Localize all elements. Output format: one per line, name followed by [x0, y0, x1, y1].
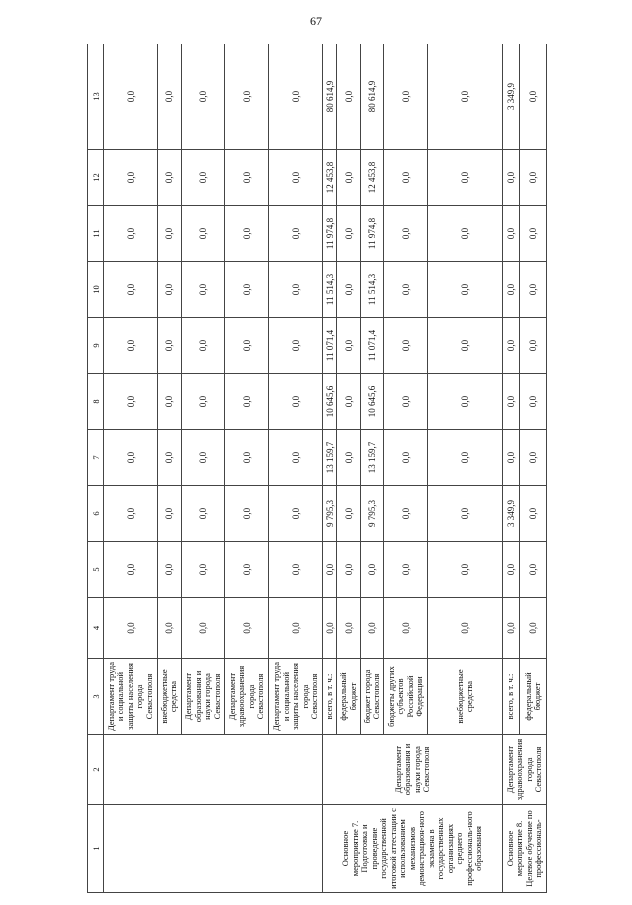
value-cell: 0,0 — [225, 374, 269, 430]
value-cell: 0,0 — [269, 430, 323, 486]
funding-source-cell: всего, в т. ч.: — [503, 659, 520, 735]
value-cell: 0,0 — [225, 318, 269, 374]
value-cell: 10 645,6 — [360, 374, 384, 430]
value-cell: 11 071,4 — [360, 318, 384, 374]
value-cell: 0,0 — [337, 430, 361, 486]
header-cell: 3 — [88, 659, 104, 735]
header-cell: 4 — [88, 598, 104, 659]
value-cell: 0,0 — [520, 44, 547, 150]
header-cell: 7 — [88, 430, 104, 486]
value-cell: 0,0 — [269, 598, 323, 659]
value-cell: 0,0 — [337, 374, 361, 430]
value-cell: 0,0 — [337, 598, 361, 659]
value-cell: 0,0 — [269, 262, 323, 318]
value-cell: 0,0 — [181, 598, 225, 659]
value-cell: 0,0 — [428, 430, 503, 486]
value-cell: 13 159,7 — [360, 430, 384, 486]
value-cell: 0,0 — [337, 206, 361, 262]
value-cell: 0,0 — [337, 318, 361, 374]
value-cell: 9 795,3 — [323, 486, 337, 542]
header-cell: 5 — [88, 542, 104, 598]
funding-source-cell: Департамент образования и науки города Севастополя — [181, 659, 225, 735]
value-cell: 0,0 — [181, 206, 225, 262]
value-cell: 0,0 — [269, 150, 323, 206]
value-cell: 0,0 — [269, 206, 323, 262]
value-cell: 0,0 — [158, 44, 182, 150]
value-cell: 0,0 — [269, 44, 323, 150]
value-cell: 0,0 — [225, 262, 269, 318]
value-cell: 11 974,8 — [360, 206, 384, 262]
measure-name-cell: Основное мероприятие 8. Целевое обучение по профессиональ- — [503, 805, 547, 893]
table-body — [88, 44, 547, 893]
value-cell: 0,0 — [104, 150, 158, 206]
value-cell: 0,0 — [225, 150, 269, 206]
value-cell: 0,0 — [158, 374, 182, 430]
value-cell: 0,0 — [520, 486, 547, 542]
header-row — [88, 44, 104, 893]
value-cell: 0,0 — [503, 262, 520, 318]
header-cell: 1 — [88, 805, 104, 893]
budget-table — [87, 44, 547, 893]
header-cell: 6 — [88, 486, 104, 542]
value-cell: 0,0 — [158, 150, 182, 206]
executor-cell: Департамент здравоохранения города Севастополя — [503, 735, 547, 805]
value-cell: 0,0 — [503, 206, 520, 262]
value-cell: 0,0 — [269, 486, 323, 542]
value-cell: 0,0 — [428, 44, 503, 150]
value-cell: 0,0 — [503, 318, 520, 374]
rotated-table-wrapper — [87, 44, 547, 893]
funding-source-cell: Департамент здравоохранения города Севастополя — [225, 659, 269, 735]
funding-source-cell: бюджеты других субъектов Российской Федерации — [384, 659, 428, 735]
value-cell: 0,0 — [104, 430, 158, 486]
value-cell: 0,0 — [428, 374, 503, 430]
value-cell: 0,0 — [225, 542, 269, 598]
value-cell: 0,0 — [428, 150, 503, 206]
value-cell: 0,0 — [181, 374, 225, 430]
header-cell: 11 — [88, 206, 104, 262]
value-cell: 0,0 — [181, 542, 225, 598]
value-cell: 0,0 — [428, 542, 503, 598]
value-cell: 0,0 — [104, 374, 158, 430]
value-cell: 0,0 — [520, 598, 547, 659]
value-cell: 0,0 — [323, 598, 337, 659]
value-cell: 12 453,8 — [323, 150, 337, 206]
value-cell: 0,0 — [384, 206, 428, 262]
value-cell: 0,0 — [503, 430, 520, 486]
value-cell: 11 514,3 — [323, 262, 337, 318]
value-cell: 80 614,9 — [323, 44, 337, 150]
table-row — [323, 44, 337, 893]
header-cell: 10 — [88, 262, 104, 318]
value-cell: 0,0 — [384, 598, 428, 659]
value-cell: 0,0 — [520, 262, 547, 318]
value-cell: 0,0 — [104, 206, 158, 262]
value-cell: 0,0 — [181, 318, 225, 374]
value-cell: 0,0 — [104, 542, 158, 598]
value-cell: 0,0 — [520, 150, 547, 206]
value-cell: 9 795,3 — [360, 486, 384, 542]
value-cell: 0,0 — [181, 486, 225, 542]
value-cell: 10 645,6 — [323, 374, 337, 430]
value-cell: 0,0 — [158, 262, 182, 318]
value-cell: 0,0 — [158, 430, 182, 486]
header-cell: 13 — [88, 44, 104, 150]
value-cell: 0,0 — [269, 542, 323, 598]
value-cell: 12 453,8 — [360, 150, 384, 206]
value-cell: 0,0 — [323, 542, 337, 598]
value-cell: 0,0 — [520, 374, 547, 430]
table-row — [503, 44, 520, 893]
measure-name-cell: Основное мероприятие 7. Подготовка и проведение государственной итоговой аттестации с использованием механизмов демонстрацион-ного экзамена в государственных организациях среднего профессиональ-ного образования — [323, 805, 503, 893]
value-cell: 0,0 — [384, 542, 428, 598]
value-cell: 0,0 — [337, 150, 361, 206]
value-cell: 0,0 — [104, 318, 158, 374]
value-cell: 0,0 — [503, 150, 520, 206]
value-cell: 0,0 — [503, 374, 520, 430]
value-cell: 0,0 — [158, 598, 182, 659]
value-cell: 0,0 — [428, 206, 503, 262]
value-cell: 0,0 — [225, 206, 269, 262]
value-cell: 0,0 — [360, 598, 384, 659]
executor-cell: Департамент образования и науки города Севастополя — [323, 735, 503, 805]
funding-source-cell: всего, в т. ч.: — [323, 659, 337, 735]
value-cell: 0,0 — [337, 44, 361, 150]
value-cell: 0,0 — [384, 44, 428, 150]
rotated-table-container — [87, 44, 547, 893]
funding-source-cell: федеральный бюджет — [337, 659, 361, 735]
value-cell: 0,0 — [104, 486, 158, 542]
value-cell: 11 974,8 — [323, 206, 337, 262]
value-cell: 0,0 — [337, 262, 361, 318]
value-cell: 0,0 — [428, 598, 503, 659]
value-cell: 0,0 — [384, 486, 428, 542]
value-cell: 0,0 — [428, 486, 503, 542]
header-cell: 2 — [88, 735, 104, 805]
value-cell: 0,0 — [225, 486, 269, 542]
value-cell: 11 071,4 — [323, 318, 337, 374]
funding-source-cell: федеральный бюджет — [520, 659, 547, 735]
funding-source-cell: бюджет города Севастополя — [360, 659, 384, 735]
value-cell: 0,0 — [384, 318, 428, 374]
value-cell: 0,0 — [503, 542, 520, 598]
funding-source-cell: Департамент труда и социальной защиты населения города Севастополя — [269, 659, 323, 735]
value-cell: 0,0 — [520, 318, 547, 374]
table-row — [104, 44, 158, 893]
value-cell: 0,0 — [520, 206, 547, 262]
value-cell: 3 349,9 — [503, 44, 520, 150]
funding-source-cell: внебюджетные средства — [428, 659, 503, 735]
value-cell: 13 159,7 — [323, 430, 337, 486]
value-cell: 0,0 — [225, 598, 269, 659]
funding-source-cell: внебюджетные средства — [158, 659, 182, 735]
value-cell: 3 349,9 — [503, 486, 520, 542]
measure-name-cell — [104, 805, 323, 893]
header-cell: 12 — [88, 150, 104, 206]
value-cell: 0,0 — [104, 44, 158, 150]
value-cell: 0,0 — [337, 486, 361, 542]
value-cell: 0,0 — [269, 318, 323, 374]
header-cell: 8 — [88, 374, 104, 430]
value-cell: 0,0 — [181, 44, 225, 150]
value-cell: 0,0 — [384, 374, 428, 430]
value-cell: 0,0 — [181, 262, 225, 318]
value-cell: 0,0 — [384, 262, 428, 318]
value-cell: 0,0 — [181, 430, 225, 486]
value-cell: 0,0 — [104, 262, 158, 318]
value-cell: 0,0 — [503, 598, 520, 659]
header-cell: 9 — [88, 318, 104, 374]
page-number: 67 — [310, 14, 322, 28]
value-cell: 0,0 — [158, 486, 182, 542]
value-cell: 0,0 — [428, 262, 503, 318]
value-cell: 0,0 — [337, 542, 361, 598]
value-cell: 0,0 — [158, 318, 182, 374]
value-cell: 0,0 — [520, 542, 547, 598]
value-cell: 0,0 — [428, 318, 503, 374]
value-cell: 0,0 — [158, 542, 182, 598]
value-cell: 0,0 — [225, 44, 269, 150]
funding-source-cell: Департамент труда и социальной защиты населения города Севастополя — [104, 659, 158, 735]
value-cell: 0,0 — [384, 430, 428, 486]
value-cell: 0,0 — [158, 206, 182, 262]
value-cell: 0,0 — [384, 150, 428, 206]
value-cell: 0,0 — [269, 374, 323, 430]
value-cell: 0,0 — [104, 598, 158, 659]
value-cell: 0,0 — [520, 430, 547, 486]
value-cell: 0,0 — [225, 430, 269, 486]
executor-cell — [104, 735, 323, 805]
value-cell: 0,0 — [360, 542, 384, 598]
value-cell: 11 514,3 — [360, 262, 384, 318]
value-cell: 0,0 — [181, 150, 225, 206]
value-cell: 80 614,9 — [360, 44, 384, 150]
